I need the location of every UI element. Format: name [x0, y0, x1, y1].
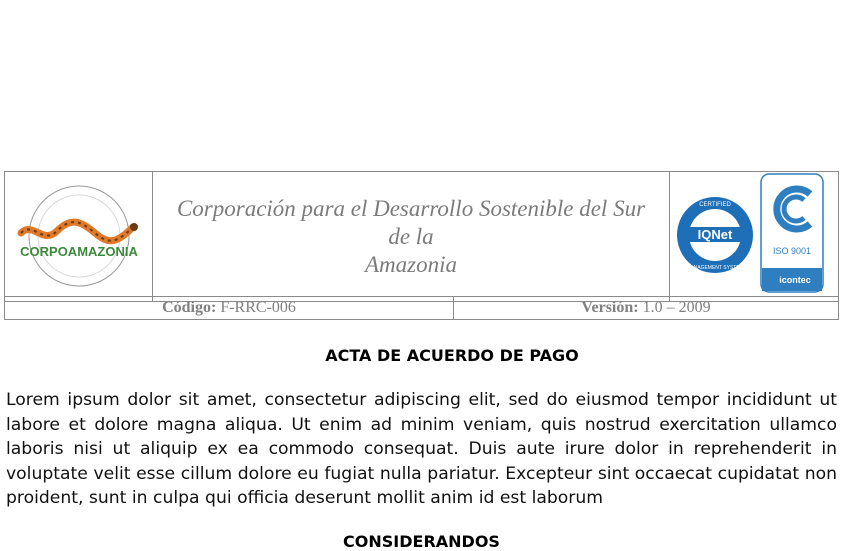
- org-title-line1: Corporación para el Desarrollo Sostenible del Sur de la: [176, 195, 646, 249]
- document-body-paragraph: Lorem ipsum dolor sit amet, consectetur adipiscing elit, sed do eiusmod tempor incididunt ut labore et dolore magna aliqua. Ut enim ad minim veniam, quis nostrud exercitation ullamco laboris nisi ut aliquip ex ea commodo consequat. Duis aute irure dolor in reprehenderit in voluptate velit esse cillum dolore eu fugiat nulla pariatur. Excepteur sint occaecat cupidatat non proident, sunt in culpa qui officia deserunt mollit anim id est laborum: [6, 390, 837, 509]
- svg-text:icontec: icontec: [779, 275, 811, 285]
- org-logo-cell: [5, 172, 153, 302]
- certifications-cell: [670, 172, 839, 302]
- document-title: ACTA DE ACUERDO DE PAGO: [325, 346, 579, 365]
- svg-text:MANAGEMENT SYSTEM: MANAGEMENT SYSTEM: [686, 265, 744, 271]
- iqnet-logo: [677, 197, 753, 273]
- certification-logos: [670, 172, 836, 296]
- corpoamazonia-logo: [13, 183, 145, 291]
- svg-text:ISO 9001: ISO 9001: [772, 246, 812, 256]
- org-title-cell: [153, 172, 670, 302]
- section-heading-considerandos: CONSIDERANDOS: [343, 532, 500, 551]
- svg-text:CERTIFIED: CERTIFIED: [699, 202, 731, 208]
- svg-text:CORPOAMAZONIA: CORPOAMAZONIA: [19, 243, 138, 259]
- document-code: Código: F-RRC-006: [5, 297, 454, 320]
- document-code-version-row: [4, 296, 839, 320]
- org-title-line2: Amazonia: [365, 251, 457, 277]
- svg-text:IQNet: IQNet: [697, 227, 733, 242]
- document-header: [4, 171, 839, 302]
- icontec-logo: [761, 174, 823, 292]
- document-version: Versión: 1.0 – 2009: [454, 297, 839, 320]
